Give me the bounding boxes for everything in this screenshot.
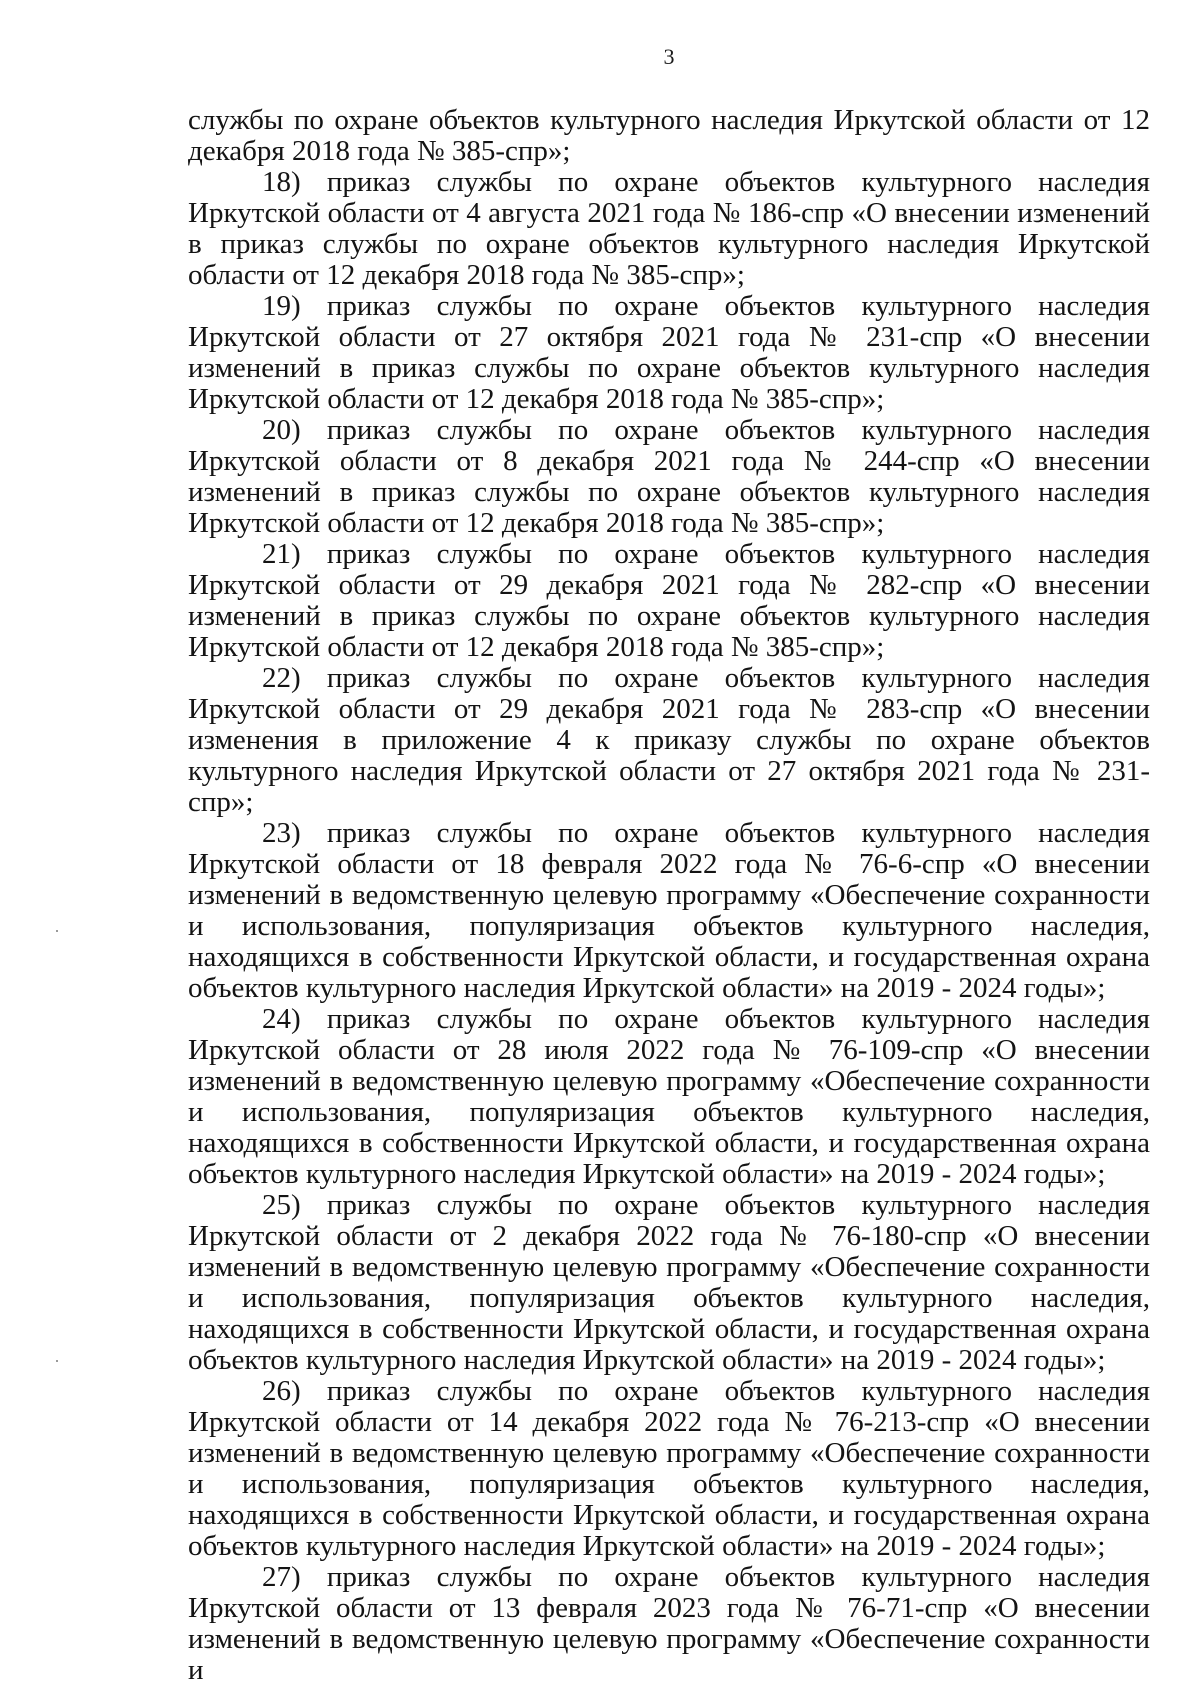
list-item-20: 20) приказ службы по охране объектов культурного наследия Иркутской области от 8 декабря 2021 года № 244-спр «О внесении изменений в приказ службы по охране объектов культурного наследия Иркутской области от 12 декабря 2018 года № 385-спр»; [188,414,1150,539]
list-item-18: 18) приказ службы по охране объектов культурного наследия Иркутской области от 4 августа 2021 года № 186-спр «О внесении изменений в приказ службы по охране объектов культурного наследия Иркутской области от 12 декабря 2018 года № 385-спр»; [188,166,1150,291]
list-item-22: 22) приказ службы по охране объектов культурного наследия Иркутской области от 29 декабря 2021 года № 283-спр «О внесении изменения в приложение 4 к приказу службы по охране объектов культурного наследия Иркутской области от 27 октября 2021 года № 231-спр»; [188,662,1150,818]
scan-speck [56,930,58,932]
list-item-21: 21) приказ службы по охране объектов культурного наследия Иркутской области от 29 декабря 2021 года № 282-спр «О внесении изменений в приказ службы по охране объектов культурного наследия Иркутской области от 12 декабря 2018 года № 385-спр»; [188,538,1150,663]
scan-speck [56,1360,58,1362]
page-number: 3 [663,44,675,69]
document-body [188,105,1150,1686]
list-item-19: 19) приказ службы по охране объектов культурного наследия Иркутской области от 27 октября 2021 года № 231-спр «О внесении изменений в приказ службы по охране объектов культурного наследия Иркутской области от 12 декабря 2018 года № 385-спр»; [188,290,1150,415]
list-item-27: 27) приказ службы по охране объектов культурного наследия Иркутской области от 13 февраля 2023 года № 76-71-спр «О внесении изменений в ведомственную целевую программу «Обеспечение сохранности и [188,1561,1150,1686]
list-item-26: 26) приказ службы по охране объектов культурного наследия Иркутской области от 14 декабря 2022 года № 76-213-спр «О внесении изменений в ведомственную целевую программу «Обеспечение сохранности и использования, популяризация объектов культурного наследия, находящихся в собственности Иркутской области, и государственная охрана объектов культурного наследия Иркутской области» на 2019 - 2024 годы»; [188,1375,1150,1562]
paragraph-continuation: службы по охране объектов культурного наследия Иркутской области от 12 декабря 2018 года № 385-спр»; [188,104,1150,167]
list-item-23: 23) приказ службы по охране объектов культурного наследия Иркутской области от 18 февраля 2022 года № 76-6-спр «О внесении изменений в ведомственную целевую программу «Обеспечение сохранности и использования, популяризация объектов культурного наследия, находящихся в собственности Иркутской области, и государственная охрана объектов культурного наследия Иркутской области» на 2019 - 2024 годы»; [188,817,1150,1004]
list-item-24: 24) приказ службы по охране объектов культурного наследия Иркутской области от 28 июля 2022 года № 76-109-спр «О внесении изменений в ведомственную целевую программу «Обеспечение сохранности и использования, популяризация объектов культурного наследия, находящихся в собственности Иркутской области, и государственная охрана объектов культурного наследия Иркутской области» на 2019 - 2024 годы»; [188,1003,1150,1190]
list-item-25: 25) приказ службы по охране объектов культурного наследия Иркутской области от 2 декабря 2022 года № 76-180-спр «О внесении изменений в ведомственную целевую программу «Обеспечение сохранности и использования, популяризация объектов культурного наследия, находящихся в собственности Иркутской области, и государственная охрана объектов культурного наследия Иркутской области» на 2019 - 2024 годы»; [188,1189,1150,1376]
